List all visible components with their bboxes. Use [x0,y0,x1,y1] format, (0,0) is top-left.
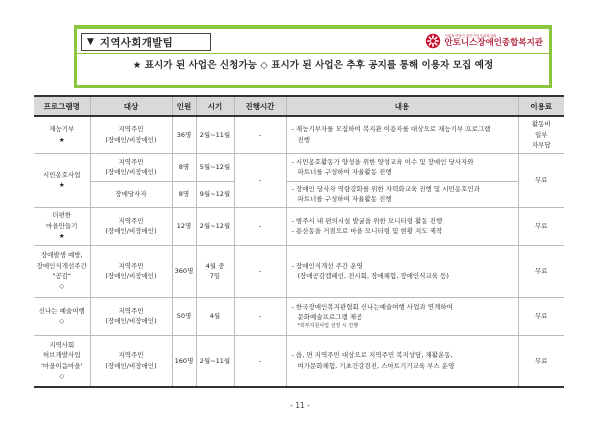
diamond-icon: ◇ [59,317,65,325]
section-header-inner [77,29,549,85]
table-row [34,207,564,245]
target-cell: 지역주민 (장애인/비장애인) [90,245,172,297]
notice-text: ★ 표시가 된 사업은 신청가능 ◇ 표시가 된 사업은 추후 공지를 통해 이용자 모집 예정 [132,60,494,71]
header-fee: 이용료 [518,96,564,116]
target-cell: 지역주민 (장애인/비장애인) [90,335,172,387]
diamond-icon: ◇ [59,372,65,381]
table-row [34,245,564,297]
count-cell: 50명 [172,297,196,335]
star-icon: ★ [58,181,65,189]
target-cell: 지역주민 (장애인/비장애인) [90,153,172,181]
duration-cell: - [234,245,286,297]
duration-cell: - [234,335,286,387]
content-cell: - 범주시 내 편의시설 발굴을 위한 모니터링 활동 진행 - 용산동을 거점으로 마을 모니터링 및 현황 지도 제작 [286,207,518,245]
header-count: 인원 [172,96,196,116]
table-row [34,181,564,207]
header-period: 시기 [196,96,234,116]
period-cell: 2월~11월 [196,116,234,153]
content-cell: - 시민옹호활동가 양성을 위한 양성교육 이수 및 장애인 당사자와 파트너를 구성하여 자율활동 진행 [286,153,518,181]
section-title-box [81,33,211,51]
fee-cell: 무료 [518,207,564,245]
content-cell: - 읍, 면 지역주민 대상으로 지역주민 복지상담, 재활운동, 여가문화체험, 기초건강검진, 스마트기기교육 부스 운영 [286,335,518,387]
table-row [34,335,564,387]
org-logo-block [425,31,543,51]
count-cell: 12명 [172,207,196,245]
target-cell: 지역주민 (장애인/비장애인) [90,297,172,335]
program-name-cell: 재능기부 ★ [34,116,90,153]
count-cell: 8명 [172,181,196,207]
content-cell: - 한국장애인복지관협회 신나는예술여행 사업과 연계하여 문화예술프로그램 제공 *외부지원사업 선정 시 진행 [286,297,518,335]
period-cell: 5월~12월 [196,153,234,181]
period-cell: 4월 [196,297,234,335]
header-duration: 진행시간 [234,96,286,116]
org-subtitle: 사회복지법인 성민기념사회복지회 [444,33,497,38]
content-cell: - 재능기부자를 모집하여 복지관 이용자를 대상으로 재능기부 프로그램 진행 [286,116,518,153]
period-cell: 4월 중 7일 [196,245,234,297]
star-icon: ★ [58,232,65,241]
fee-cell: 무료 [518,153,564,207]
header-content: 내용 [286,96,518,116]
duration-cell: - [234,153,286,207]
table-row [34,297,564,335]
table-header-row [34,96,564,116]
program-name-cell: 시민옹호사업 ★ [34,153,90,207]
org-logo-icon [425,33,441,49]
duration-cell: - [234,297,286,335]
program-name-cell: 더편한 마을만들기 ★ [34,207,90,245]
org-name: 안토니스장애인종합복지관 [444,38,543,48]
title-row [77,29,549,54]
fee-cell: 무료 [518,335,564,387]
content-note: *외부지원사업 선정 시 진행 [297,323,358,330]
table-row [34,153,564,181]
count-cell: 160명 [172,335,196,387]
diamond-icon: ◇ [59,282,65,291]
table-row [34,116,564,153]
triangle-down-icon: ▼ [87,36,94,47]
period-cell: 9월~12월 [196,181,234,207]
period-cell: 2월~11월 [196,335,234,387]
count-cell: 36명 [172,116,196,153]
section-header-frame [74,25,552,88]
page-number: - 11 - [290,401,310,410]
fee-cell: 무료 [518,297,564,335]
fee-cell: 무료 [518,245,564,297]
header-program-name: 프로그램명 [34,96,90,116]
star-icon: ★ [58,135,65,144]
program-table [34,95,564,388]
program-name-cell: 신나는 예술여행 ◇ [34,297,90,335]
section-title: 지역사회개발팀 [99,36,174,49]
period-cell: 2월~12월 [196,207,234,245]
program-name-cell: 장애발생 예방, 장애인식개선주간 "공감" ◇ [34,245,90,297]
duration-cell: - [234,207,286,245]
target-cell: 지역주민 (장애인/비장애인) [90,207,172,245]
content-cell: - 장애인 당사자 역량강화를 위한 자력화교육 진행 및 시민옹호인과 파트너를 구성하여 자율활동 진행 [286,181,518,207]
program-name-cell: 지역사회 허브개발사업 '마을이음마을' ◇ [34,335,90,387]
duration-cell: - [234,116,286,153]
count-cell: 8명 [172,153,196,181]
target-cell: 지역주민 (장애인/비장애인) [90,116,172,153]
count-cell: 360명 [172,245,196,297]
header-target: 대상 [90,96,172,116]
target-cell: 장애당사자 [90,181,172,207]
content-cell: - 장애인식개선 주간 운영 (장애공감캠페인, 전시회, 장애체험, 장애인식교육 등) [286,245,518,297]
fee-cell: 활동비 일부 자부담 [518,116,564,153]
